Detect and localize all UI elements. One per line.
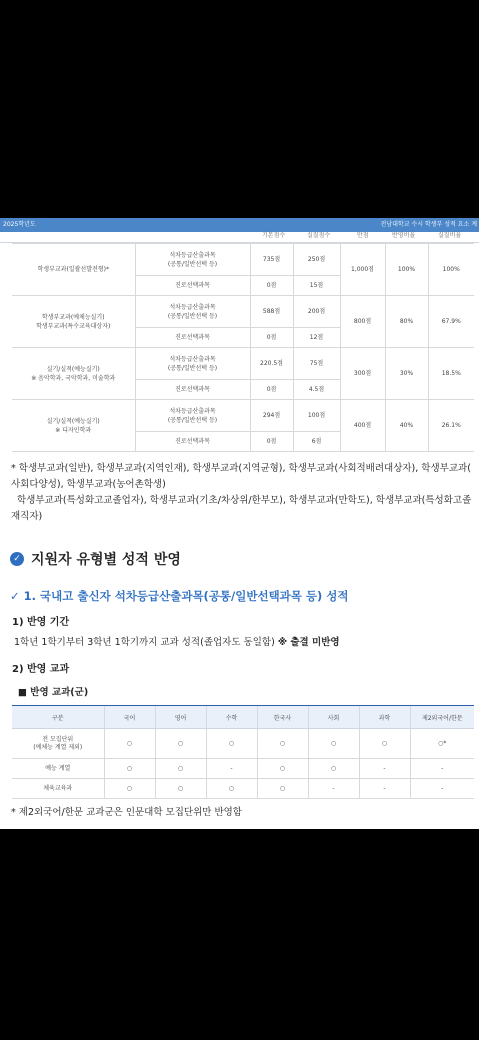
real-score-cell: 15점 xyxy=(293,276,340,296)
subject-category-cell: 진로선택과목 xyxy=(135,380,250,400)
subject-cell: ○ xyxy=(104,729,155,759)
col-header-total: 만점 xyxy=(357,232,369,239)
subsection-title: 1. 국내고 출신자 석차등급산출과목(공통/일반선택과목 등) 성적 xyxy=(23,589,349,603)
table-row xyxy=(12,779,474,799)
real-score-cell: 250점 xyxy=(293,244,340,276)
row-label-cell: 체육교육과 xyxy=(12,779,104,799)
subject-cell: ○* xyxy=(410,729,474,759)
subjects-group-heading: ■ 반영 교과(군) xyxy=(18,687,89,698)
subject-category-cell: 진로선택과목 xyxy=(135,432,250,452)
real-ratio-cell: 18.5% xyxy=(428,348,474,400)
subject-cell: ○ xyxy=(308,729,359,759)
base-score-cell: 0점 xyxy=(250,276,293,296)
subject-cell: ○ xyxy=(359,729,410,759)
base-score-cell: 0점 xyxy=(250,328,293,348)
subject-cell: ○ xyxy=(257,729,308,759)
column-header: 국어 xyxy=(104,706,155,729)
column-header: 사회 xyxy=(308,706,359,729)
real-score-cell: 200점 xyxy=(293,296,340,328)
period-heading: 1) 반영 기간 xyxy=(12,617,70,628)
base-score-cell: 0점 xyxy=(250,432,293,452)
real-ratio-cell: 26.1% xyxy=(428,400,474,452)
subject-cell: - xyxy=(359,759,410,779)
subject-cell: - xyxy=(359,779,410,799)
column-header: 과학 xyxy=(359,706,410,729)
subsection-heading xyxy=(10,588,348,604)
row-label-cell: 예능 계열 xyxy=(12,759,104,779)
header-year: 2025학년도 xyxy=(3,221,36,228)
subject-category-cell: 석차등급산출과목 (공통/일반선택 등) xyxy=(135,348,250,380)
header-title: 전남대학교 수시 학생부 성적 요소 계 xyxy=(380,221,477,228)
ratio-cell: 100% xyxy=(385,244,428,296)
base-score-cell: 0점 xyxy=(250,380,293,400)
subject-cell: - xyxy=(206,759,257,779)
subject-cell: ○ xyxy=(257,779,308,799)
base-score-cell: 588점 xyxy=(250,296,293,328)
subjects-footnote: * 제2외국어/한문 교과군은 인문대학 모집단위만 반영함 xyxy=(11,807,242,818)
row-label-cell: 전 모집단위 (예체능 계열 제외) xyxy=(12,729,104,759)
total-score-cell: 1,000점 xyxy=(340,244,385,296)
note-line: 재직자) xyxy=(11,511,43,522)
col-header-real-ratio: 실질비율 xyxy=(438,232,462,239)
score-row xyxy=(12,244,474,276)
subject-cell: ○ xyxy=(257,759,308,779)
col-header-base: 기본점수 xyxy=(262,232,286,239)
subject-cell: ○ xyxy=(155,779,206,799)
period-description: 1학년 1학기부터 3학년 1학기까지 교과 성적(졸업자도 동일함) xyxy=(14,637,278,648)
score-table xyxy=(12,243,474,452)
real-score-cell: 100점 xyxy=(293,400,340,432)
ratio-cell: 80% xyxy=(385,296,428,348)
column-header: 제2외국어/한문 xyxy=(410,706,474,729)
admission-type-cell: 학생부교과(일괄선발전형)* xyxy=(12,244,135,296)
subject-cell: ○ xyxy=(104,779,155,799)
total-score-cell: 300점 xyxy=(340,348,385,400)
column-header: 구분 xyxy=(12,706,104,729)
table-header-partial xyxy=(0,232,479,243)
table-row xyxy=(12,759,474,779)
admission-type-cell: 실기/실적(예능실기) ※ 음악학과, 국악학과, 미술학과 xyxy=(12,348,135,400)
real-score-cell: 6점 xyxy=(293,432,340,452)
document-page xyxy=(0,218,479,829)
subject-cell: ○ xyxy=(155,729,206,759)
score-row xyxy=(12,348,474,380)
document-header-bar xyxy=(0,218,479,232)
col-header-ratio: 반영비율 xyxy=(392,232,416,239)
subject-cell: ○ xyxy=(155,759,206,779)
check-circle-icon: ✓ xyxy=(10,552,24,566)
subject-cell: - xyxy=(410,759,474,779)
admission-type-cell: 학생부교과(예체능실기) 학생부교과(특수교육대상자) xyxy=(12,296,135,348)
subjects-table xyxy=(12,705,474,799)
subject-cell: ○ xyxy=(206,729,257,759)
subject-cell: ○ xyxy=(206,779,257,799)
table-row xyxy=(12,729,474,759)
score-row xyxy=(12,400,474,432)
subject-category-cell: 진로선택과목 xyxy=(135,328,250,348)
ratio-cell: 30% xyxy=(385,348,428,400)
note-line: 사회다양성), 학생부교과(농어촌학생) xyxy=(11,479,166,490)
subject-category-cell: 진로선택과목 xyxy=(135,276,250,296)
real-score-cell: 12점 xyxy=(293,328,340,348)
base-score-cell: 735점 xyxy=(250,244,293,276)
real-ratio-cell: 100% xyxy=(428,244,474,296)
section-title: 지원자 유형별 성적 반영 xyxy=(31,552,181,568)
period-text xyxy=(14,634,340,648)
subject-category-cell: 석차등급산출과목 (공통/일반선택 등) xyxy=(135,400,250,432)
subject-category-cell: 석차등급산출과목 (공통/일반선택 등) xyxy=(135,244,250,276)
subject-cell: - xyxy=(308,779,359,799)
ratio-cell: 40% xyxy=(385,400,428,452)
real-ratio-cell: 67.9% xyxy=(428,296,474,348)
subject-cell: ○ xyxy=(104,759,155,779)
chevron-down-icon: ✓ xyxy=(10,589,20,603)
subjects-heading: 2) 반영 교과 xyxy=(12,664,70,675)
column-header: 영어 xyxy=(155,706,206,729)
subject-cell: ○ xyxy=(308,759,359,779)
base-score-cell: 294점 xyxy=(250,400,293,432)
subject-category-cell: 석차등급산출과목 (공통/일반선택 등) xyxy=(135,296,250,328)
score-row xyxy=(12,296,474,328)
total-score-cell: 400점 xyxy=(340,400,385,452)
column-header: 한국사 xyxy=(257,706,308,729)
note-line: 학생부교과(특성화고교졸업자), 학생부교과(기초/차상위/한부모), 학생부교과(만학도), 학생부교과(특성화고졸 xyxy=(17,495,472,506)
column-header: 수학 xyxy=(206,706,257,729)
total-score-cell: 800점 xyxy=(340,296,385,348)
attendance-note: ※ 출결 미반영 xyxy=(277,637,340,648)
section-heading xyxy=(10,549,181,569)
real-score-cell: 4.5점 xyxy=(293,380,340,400)
base-score-cell: 220.5점 xyxy=(250,348,293,380)
note-line: * 학생부교과(일반), 학생부교과(지역인재), 학생부교과(지역균형), 학생부교과(사회적배려대상자), 학생부교과( xyxy=(11,463,471,474)
subject-cell: - xyxy=(410,779,474,799)
admission-type-cell: 실기/실적(예능실기) ※ 디자인학과 xyxy=(12,400,135,452)
col-header-real: 실질점수 xyxy=(307,232,331,239)
real-score-cell: 75점 xyxy=(293,348,340,380)
